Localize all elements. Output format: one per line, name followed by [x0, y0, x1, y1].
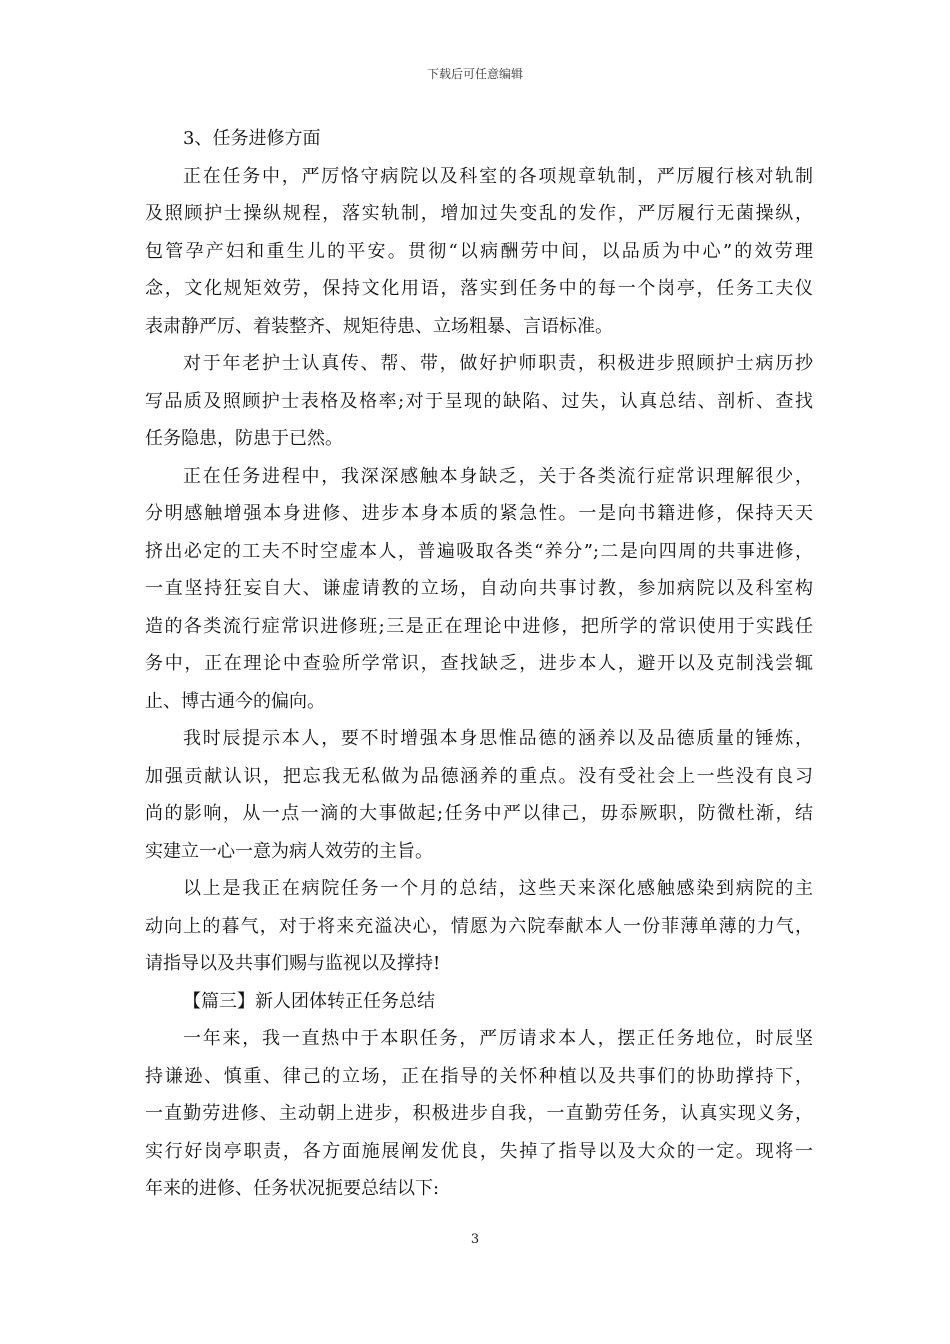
text-line: 务中，正在理论中查验所学常识，查找缺乏，进步本人，避开以及克制浅尝辄: [145, 653, 813, 674]
page-number: 3: [470, 1232, 480, 1247]
text-line: 分明感触增强本身进修、进步本身本质的紧急性。一是向书籍进修，保持天天: [145, 503, 813, 524]
text-line: 3、任务进修方面: [183, 128, 321, 149]
text-line: 我时辰提示本人，要不时增强本身思惟品德的涵养以及品德质量的锤炼，: [183, 728, 813, 749]
text-line: 造的各类流行症常识进修班;三是正在理论中进修，把所学的常识使用于实践任: [145, 615, 813, 637]
text-line: 挤出必定的工夫不时空虚本人，普遍吸取各类“养分”;二是向四周的共事进修，: [145, 540, 813, 562]
text-line: 一直坚持狂妄自大、谦虚请教的立场，自动向共事讨教，参加病院以及科室构: [145, 578, 813, 599]
text-line: 包管孕产妇和重生儿的平安。贯彻“以病酬劳中间，以品质为中心”的效劳理: [145, 240, 813, 262]
text-line: 正在任务进程中，我深深感触本身缺乏，关于各类流行症常识理解很少，: [183, 465, 813, 487]
text-line: 以上是我正在病院任务一个月的总结，这些天来深化感触感染到病院的主: [183, 878, 813, 899]
text-line: 一年来，我一直热中于本职任务，严厉请求本人，摆正任务地位，时辰坚: [183, 1028, 813, 1049]
text-line: 念，文化规矩效劳，保持文化用语，落实到任务中的每一个岗亭，任务工夫仪: [145, 278, 813, 299]
text-line: 请指导以及共事们赐与监视以及撑持!: [145, 953, 441, 974]
text-line: 正在任务中，严厉恪守病院以及科室的各项规章轨制，严厉履行核对轨制: [183, 165, 813, 187]
text-line: 止、博古通今的偏向。: [145, 690, 325, 712]
text-line: 一直勤劳进修、主动朝上进步，积极进步自我，一直勤劳任务，认真实现义务，: [145, 1103, 813, 1124]
text-line: 及照顾护士操纵规程，落实轨制，增加过失变乱的发作，严厉履行无菌操纵，: [145, 203, 813, 224]
text-line: 尚的影响，从一点一滴的大事做起;任务中严以律己，毋忝厥职，防微杜渐，结: [145, 803, 813, 824]
text-line: 年来的进修、任务状况扼要总结以下:: [145, 1178, 440, 1199]
text-line: 动向上的暮气，对于将来充溢决心，情愿为六院奉献本人一份菲薄单薄的力气，: [145, 915, 813, 937]
text-line: 表肃静严厉、着装整齐、规矩待患、立场粗暴、言语标准。: [145, 315, 613, 337]
text-line: 持谦逊、慎重、律己的立场，正在指导的关怀种植以及共事们的协助撑持下，: [145, 1065, 813, 1087]
document-body: [145, 120, 813, 1208]
text-line: 实建立一心一意为病人效劳的主旨。: [145, 840, 433, 862]
section-heading: 【篇三】新人团体转正任务总结: [183, 990, 435, 1012]
text-line: 实行好岗亭职责，各方面施展阐发优良，失掉了指导以及大众的一定。现将一: [145, 1140, 813, 1162]
text-line: 任务隐患，防患于已然。: [145, 428, 343, 449]
text-line: 写品质及照顾护士表格及格率;对于呈现的缺陷、过失，认真总结、剖析、查找: [145, 390, 813, 412]
page-header-note: 下载后可任意编辑: [426, 67, 523, 81]
text-line: 加强贡献认识，把忘我无私做为品德涵养的重点。没有受社会上一些没有良习: [145, 765, 813, 787]
text-line: 对于年老护士认真传、帮、带，做好护师职责，积极进步照顾护士病历抄: [183, 353, 813, 374]
